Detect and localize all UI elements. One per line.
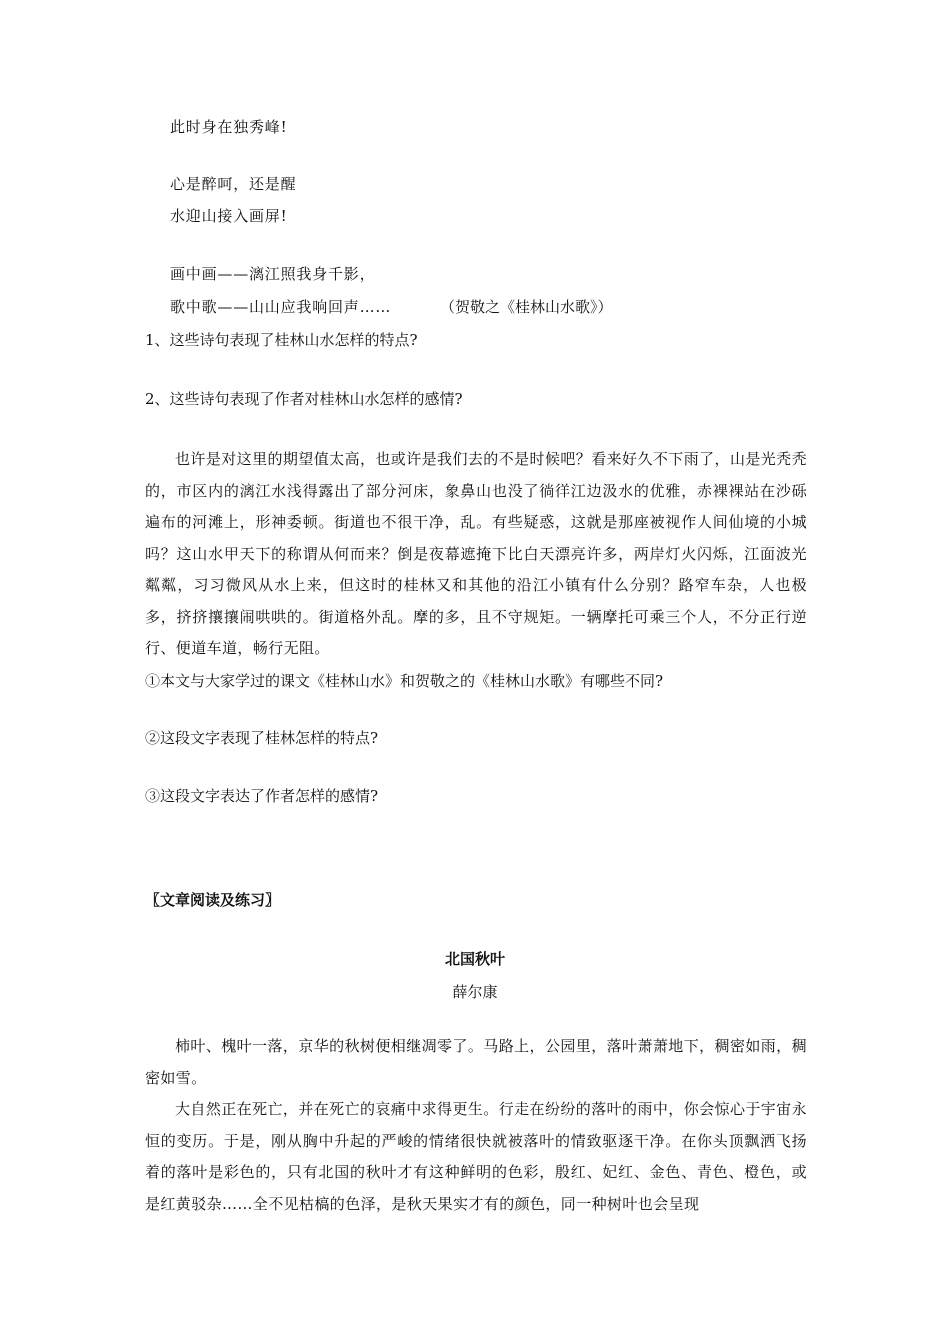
poem-source: （贺敬之《桂林山水歌》）: [440, 298, 613, 316]
poem-line: 歌中歌——山山应我响回声……: [170, 298, 392, 316]
question-circled-3: ③这段文字表达了作者怎样的感情?: [145, 787, 379, 805]
poem-line: 水迎山接入画屏!: [170, 207, 288, 225]
passage-paragraph: 也许是对这里的期望值太高，也或许是我们去的不是时候吧？看来好久不下雨了，山是光秃秃的，市区内的漓江水浅得露出了部分河床，象鼻山也没了徜徉江边汲水的优雅，赤裸裸站在沙砾遍布的河滩上，形神委顿。街道也不很干净，乱。有些疑惑，这就是那座被视作人间仙境的小城吗？这山水甲天下的称谓从何而来？倒是夜幕遮掩下比白天漂亮许多，两岸灯火闪烁，江面波光粼粼，习习微风从水上来，但这时的桂林又和其他的沿江小镇有什么分别？路窄车杂，人也极多，挤挤攘攘闹哄哄的。街道格外乱。摩的多，且不守规矩。一辆摩托可乘三个人，不分正行逆行、便道车道，畅行无阻。: [145, 450, 807, 657]
poem-line: 心是醉呵，还是醒: [170, 175, 297, 193]
article-author: 薛尔康: [452, 983, 498, 1001]
question-circled-1: ①本文与大家学过的课文《桂林山水》和贺敬之的《桂林山水歌》有哪些不同?: [145, 672, 664, 690]
article-paragraph-2: 大自然正在死亡，并在死亡的哀痛中求得更生。行走在纷纷的落叶的雨中，你会惊心于宇宙永恒的变历。于是，刚从胸中升起的严峻的情绪很快就被落叶的情致驱逐干净。在你头顶飘洒飞扬着的落叶是彩色的，只有北国的秋叶才有这种鲜明的色彩，殷红、妃红、金色、青色、橙色，或是红黄驳杂……全不见枯槁的色泽，是秋天果实才有的颜色，同一种树叶也会呈现: [145, 1100, 807, 1213]
question-1: 1、这些诗句表现了桂林山水怎样的特点?: [145, 331, 418, 349]
question-2: 2、这些诗句表现了作者对桂林山水怎样的感情?: [145, 390, 463, 408]
article-title: 北国秋叶: [444, 950, 505, 968]
poem-line: 此时身在独秀峰!: [170, 118, 288, 136]
section-heading: 〖文章阅读及练习〗: [145, 891, 281, 909]
question-circled-2: ②这段文字表现了桂林怎样的特点?: [145, 729, 379, 747]
article-paragraph-1: 柿叶、槐叶一落，京华的秋树便相继凋零了。马路上，公园里，落叶萧萧地下，稠密如雨，稠密如雪。: [145, 1037, 807, 1087]
poem-line: 画中画——漓江照我身千影，: [170, 265, 376, 283]
